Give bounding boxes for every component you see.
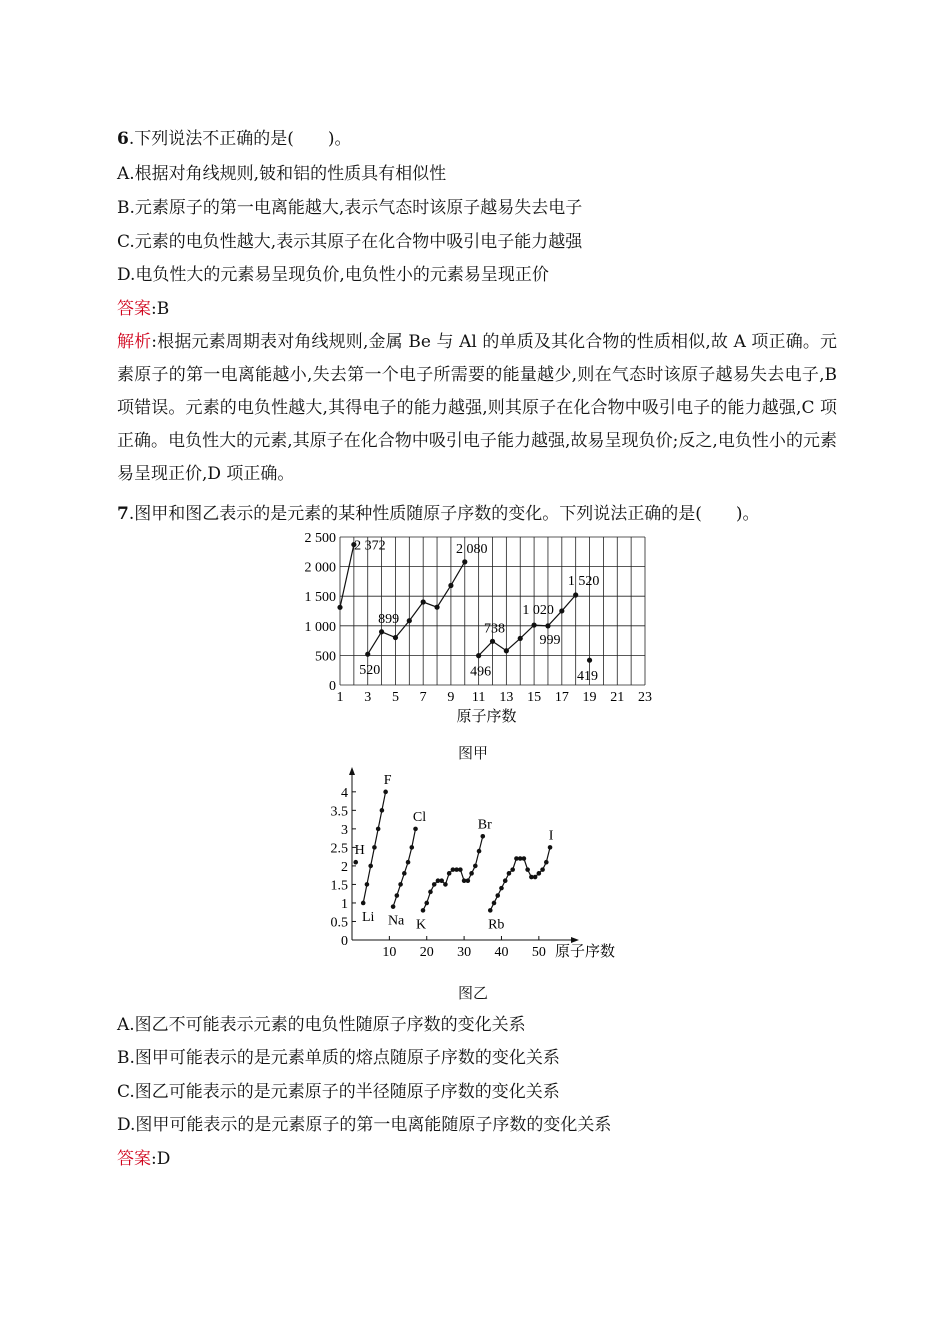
data-point (531, 622, 536, 627)
q6-answer (117, 298, 169, 320)
q7-option-d: D.图甲可能表示的是元素原子的第一电离能随原子序数的变化关系 (117, 1115, 612, 1135)
data-point (368, 864, 373, 869)
data-point (353, 860, 358, 865)
data-point (458, 867, 463, 872)
data-point (504, 648, 509, 653)
data-label: K (415, 917, 427, 933)
data-point (447, 871, 452, 876)
data-point (421, 599, 426, 604)
x-tick-label: 23 (638, 690, 652, 705)
data-point (525, 867, 530, 872)
data-point (407, 618, 412, 623)
x-tick-label: 3 (364, 690, 372, 705)
x-tick-label: 5 (391, 690, 399, 705)
q6-answer-value: :B (151, 299, 170, 319)
data-label: I (548, 828, 554, 844)
data-point (372, 845, 377, 850)
q6-stem-text: .下列说法不正确的是( )。 (128, 129, 352, 149)
q6-option-b: B.元素原子的第一电离能越大,表示气态时该原子越易失去电子 (117, 198, 583, 218)
data-point (544, 860, 549, 865)
y-tick-label: 3.5 (330, 804, 348, 820)
q6-number: 6 (117, 129, 129, 149)
data-point (488, 908, 493, 913)
q6-analysis-label: 解析 (117, 332, 152, 352)
data-point (492, 901, 497, 906)
y-tick-label: 0.5 (330, 915, 348, 931)
data-point (380, 808, 385, 813)
data-point (379, 629, 384, 634)
data-point (510, 867, 515, 872)
data-point (480, 834, 485, 839)
data-point (432, 882, 437, 887)
q6-analysis-text: :根据元素周期表对角线规则,金属 Be 与 Al 的单质及其化合物的性质相似,故 A 项正确。元素原子的第一电离能越小,失去第一个电子所需要的能量越少,则在气态时该原子越易失去电子,B 项错误。元素的电负性越大,其得电子的能力越强,则其原子在化合物中吸引电子的能力越强,C 项正确。电负性大的元素,其原子在化合物中吸引电子能力越强,故易呈现负价;反之,电负性小的元素易呈现正价,D 项正确。 (117, 332, 837, 484)
x-axis-label: 原子序数 (456, 709, 517, 725)
x-tick-label: 10 (382, 945, 397, 960)
chart-yi-caption: 图乙 (458, 984, 489, 1002)
chart-jia-caption: 图甲 (458, 744, 489, 762)
y-tick-label: 3 (341, 822, 348, 838)
x-tick-label: 15 (527, 690, 542, 705)
y-tick-label: 1.5 (330, 878, 348, 894)
q7-answer-value: :D (151, 1149, 171, 1169)
x-tick-label: 13 (499, 690, 514, 705)
data-label: 2 080 (456, 541, 488, 557)
q7-option-a: A.图乙不可能表示元素的电负性随原子序数的变化关系 (117, 1015, 526, 1035)
q6-option-c: C.元素的电负性越大,表示其原子在化合物中吸引电子能力越强 (117, 232, 583, 252)
data-point (376, 827, 381, 832)
x-tick-label: 17 (554, 690, 569, 705)
series-line (340, 545, 354, 608)
data-point (434, 605, 439, 610)
y-tick-label: 1 (341, 896, 348, 912)
data-label: 496 (470, 664, 492, 680)
data-label: Li (361, 909, 375, 925)
data-point (490, 639, 495, 644)
q7-answer (117, 1148, 170, 1170)
data-point (537, 871, 542, 876)
x-axis-arrow (571, 937, 579, 943)
data-point (466, 878, 471, 883)
data-point (573, 592, 578, 597)
q6-analysis (117, 326, 837, 491)
data-point (477, 849, 482, 854)
data-label: 738 (484, 621, 505, 637)
data-point (548, 845, 553, 850)
data-label: Rb (488, 917, 505, 933)
x-tick-label: 20 (419, 945, 434, 960)
data-point (406, 860, 411, 865)
x-tick-label: 1 (336, 690, 344, 705)
data-label: Na (387, 913, 405, 929)
data-point (424, 901, 429, 906)
data-point (428, 890, 433, 895)
data-point (365, 652, 370, 657)
data-point (391, 904, 396, 909)
data-point (540, 867, 545, 872)
y-tick-label: 2 000 (304, 560, 336, 576)
data-point (507, 871, 512, 876)
data-label: Br (477, 817, 492, 833)
data-label: 2 372 (354, 538, 386, 554)
y-tick-label: 2 (341, 859, 348, 875)
chart-yi (320, 765, 640, 970)
q6-option-d: D.电负性大的元素易呈现负价,电负性小的元素易呈现正价 (117, 265, 549, 285)
data-point (559, 608, 564, 613)
data-point (443, 882, 448, 887)
data-point (499, 886, 504, 891)
data-point (365, 882, 370, 887)
x-tick-label: 40 (494, 945, 509, 960)
data-label: 1 520 (567, 574, 600, 590)
y-tick-label: 1 500 (304, 590, 336, 606)
data-label: 1 020 (522, 603, 554, 619)
series-line (368, 562, 465, 654)
data-point (587, 658, 592, 663)
data-point (439, 878, 444, 883)
x-tick-label: 50 (531, 945, 546, 960)
y-tick-label: 2.5 (330, 841, 348, 857)
data-label: H (354, 843, 365, 859)
data-point (409, 845, 414, 850)
data-point (462, 559, 467, 564)
data-point (337, 605, 342, 610)
data-point (421, 908, 426, 913)
y-tick-label: 1 000 (304, 619, 336, 635)
data-label: 999 (539, 632, 561, 648)
y-tick-label: 0 (341, 934, 348, 949)
q7-number: 7 (117, 504, 129, 524)
x-tick-label: 11 (471, 690, 486, 705)
data-label: 899 (378, 611, 400, 627)
data-point (398, 882, 403, 887)
x-tick-label: 21 (610, 690, 625, 705)
data-point (545, 623, 550, 628)
data-point (503, 878, 508, 883)
data-point (402, 871, 407, 876)
data-label: Cl (412, 809, 427, 825)
data-point (476, 653, 481, 658)
y-tick-label: 2 500 (304, 531, 336, 546)
data-point (361, 901, 366, 906)
q7-option-c: C.图乙可能表示的是元素原子的半径随原子序数的变化关系 (117, 1082, 560, 1102)
data-point (522, 856, 527, 861)
q7-stem-text: .图甲和图乙表示的是元素的某种性质随原子序数的变化。下列说法正确的是( )。 (128, 504, 760, 524)
y-axis-arrow (349, 767, 355, 775)
q7-stem (117, 503, 760, 525)
data-label: 419 (577, 669, 599, 685)
data-point (473, 864, 478, 869)
q6-answer-label: 答案 (117, 299, 151, 319)
y-tick-label: 500 (315, 649, 336, 665)
q7-answer-label: 答案 (117, 1149, 151, 1169)
q6-stem (117, 128, 352, 150)
q7-option-b: B.图甲可能表示的是元素单质的熔点随原子序数的变化关系 (117, 1048, 560, 1068)
y-tick-label: 4 (341, 785, 348, 801)
data-point (413, 827, 418, 832)
data-point (395, 893, 400, 898)
x-axis-label: 原子序数 (555, 944, 616, 960)
q6-option-a: A.根据对角线规则,铍和铝的性质具有相似性 (117, 164, 447, 184)
data-point (383, 790, 388, 795)
data-point (518, 636, 523, 641)
data-point (448, 583, 453, 588)
x-tick-label: 19 (582, 690, 597, 705)
data-point (495, 893, 500, 898)
data-label: 520 (359, 663, 381, 679)
x-tick-label: 30 (457, 945, 472, 960)
y-tick-label: 0 (329, 679, 336, 694)
data-point (393, 635, 398, 640)
data-label: F (383, 772, 392, 788)
x-tick-label: 9 (447, 690, 455, 705)
chart-jia (290, 528, 670, 728)
data-point (469, 871, 474, 876)
x-tick-label: 7 (419, 690, 427, 705)
data-point (533, 875, 538, 880)
